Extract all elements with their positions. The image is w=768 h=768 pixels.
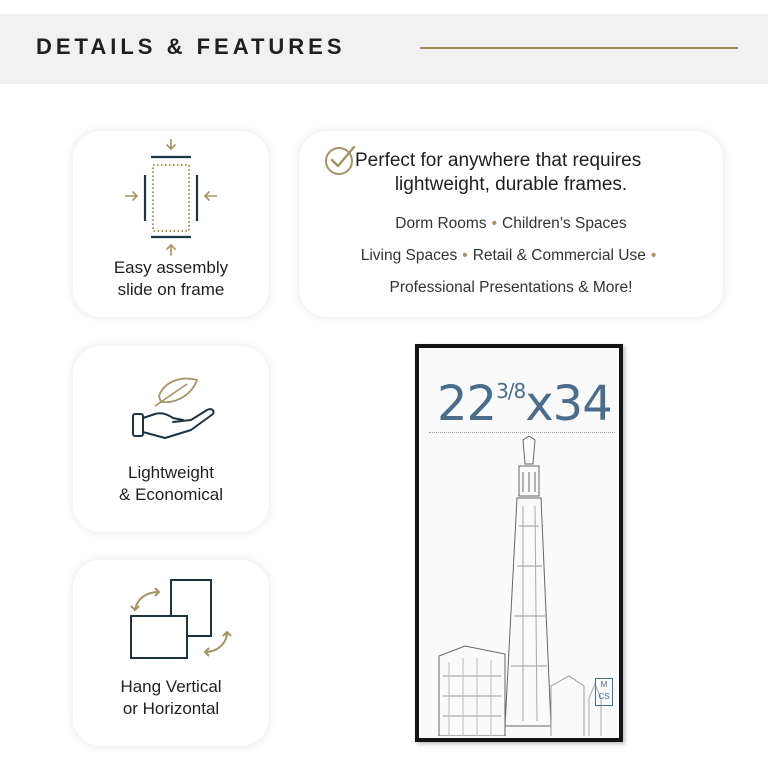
uses-row-1: Dorm Rooms • Children’s Spaces (395, 215, 627, 232)
uses-row-2: Living Spaces • Retail & Commercial Use • (360, 247, 657, 264)
header-divider (420, 47, 738, 49)
anywhere-headline: Perfect for anywhere that requires lightweight, durable frames. (355, 150, 642, 195)
feature-card-anywhere (299, 131, 723, 317)
feature-label: Easy assembly slide on frame (113, 258, 229, 299)
section-header (0, 14, 768, 84)
poster-frame-image (415, 344, 623, 742)
poster-size-label: $22^{3/8}x34$ (437, 376, 612, 432)
slide-frame-icon (125, 139, 217, 257)
tower-sketch-image (419, 436, 619, 736)
feature-card-hang (73, 560, 269, 746)
hand-feather-icon (131, 374, 217, 442)
page-title: DETAILS & FEATURES (36, 34, 346, 59)
uses-row-3: Professional Presentations & More! (389, 279, 633, 296)
feature-card-assembly (73, 131, 269, 317)
rotate-frames-icon (127, 574, 237, 666)
feature-card-lightweight (73, 346, 269, 532)
feature-label: Hang Vertical or Horizontal (120, 677, 222, 718)
feature-label: Lightweight & Economical (119, 463, 223, 504)
brand-logo: M CS (595, 678, 613, 706)
